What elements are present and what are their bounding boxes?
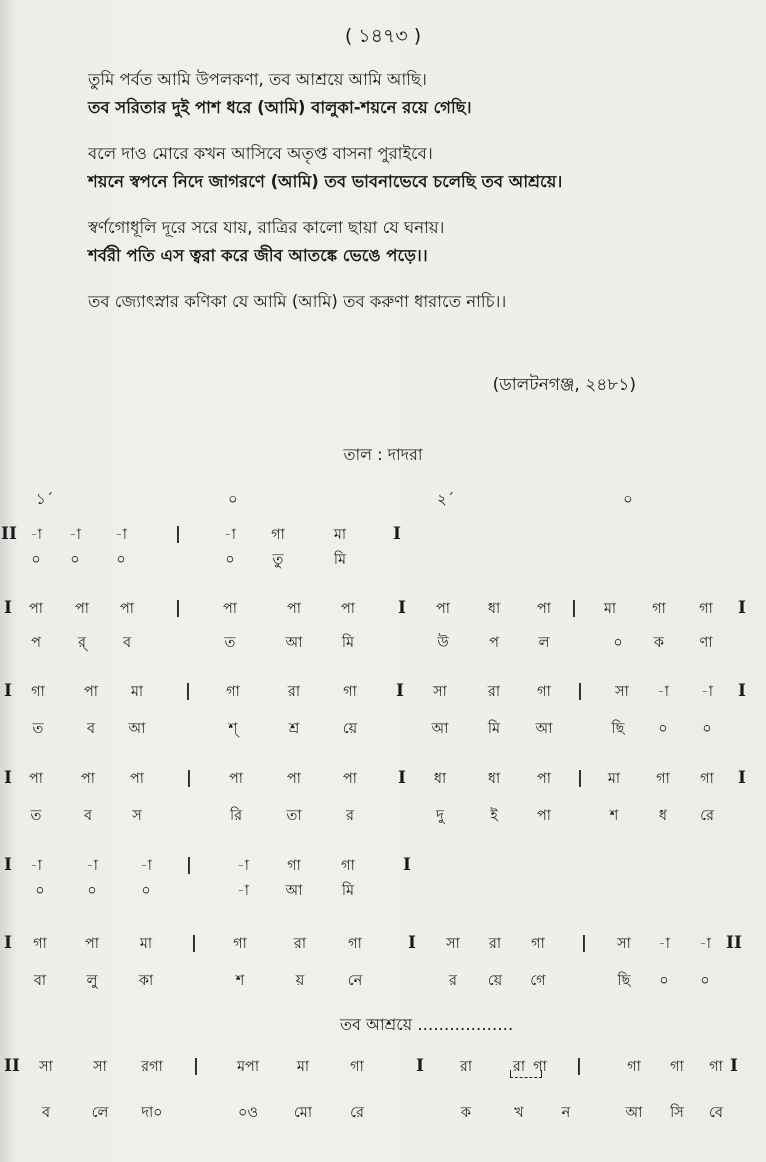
- notation-cell: সি: [670, 1105, 684, 1121]
- notation-cell: ল: [538, 635, 550, 651]
- notation-cell: ধ: [658, 808, 668, 824]
- notation-cell: বে: [709, 1105, 723, 1121]
- notation-cell: নে: [347, 973, 363, 989]
- notation-cell: -া: [69, 527, 81, 543]
- notation-cell: মা: [130, 684, 144, 700]
- notation-cell: পা: [435, 601, 451, 617]
- bar-line: I: [4, 681, 12, 701]
- notation-row: [0, 933, 766, 957]
- notation-cell: গা: [670, 1059, 684, 1075]
- notation-row: [0, 718, 766, 742]
- bar-line: I: [4, 768, 12, 788]
- notation-cell: আ: [431, 721, 449, 737]
- bar-line: II: [4, 1056, 20, 1076]
- lyric-line: তব সরিতার দুই পাশ ধরে (আমি) বালুকা-শয়নে রয়ে গেছি।: [88, 98, 472, 117]
- notation-row: [0, 524, 766, 548]
- bar-line: |: [192, 1056, 200, 1076]
- bar-line: I: [4, 598, 12, 618]
- notation-cell: ০: [87, 883, 97, 899]
- notation-cell: য়: [295, 973, 305, 989]
- notation-cell: তু: [272, 552, 284, 568]
- notation-cell: আ: [128, 721, 146, 737]
- notation-cell: পা: [286, 601, 302, 617]
- notation-cell: গা: [31, 684, 45, 700]
- tala-mark: ২´: [437, 490, 455, 508]
- notation-cell: গা: [350, 1059, 364, 1075]
- notation-cell: প: [31, 635, 41, 651]
- bar-line: |: [190, 933, 198, 953]
- notation-cell: গা: [537, 684, 551, 700]
- notation-cell: গা: [341, 858, 355, 874]
- attribution: (ডালটনগঞ্জ, ২৪৮১): [492, 375, 636, 395]
- notation-cell: বা: [33, 973, 47, 989]
- notation-cell: রা: [488, 936, 502, 952]
- notation-row: [0, 681, 766, 705]
- notation-cell: -া: [701, 684, 713, 700]
- notation-cell: মো: [293, 1105, 313, 1121]
- bar-line: I: [416, 1056, 424, 1076]
- notation-cell: পা: [74, 601, 90, 617]
- lyric-stanza: [88, 66, 728, 122]
- lyric-line: তব জ্যোৎস্নার কণিকা যে আমি (আমি) তব করুণা ধারাতে নাচি।।: [88, 292, 507, 311]
- notation-cell: -া: [658, 936, 670, 952]
- notation-row: [0, 855, 766, 879]
- notation-cell: রগা: [141, 1059, 163, 1075]
- bar-line: |: [184, 681, 192, 701]
- notation-cell: শ: [235, 973, 245, 989]
- notation-cell: পা: [536, 771, 552, 787]
- notation-cell: সা: [39, 1059, 53, 1075]
- notation-cell: -া: [237, 858, 249, 874]
- bar-line: |: [576, 681, 584, 701]
- notation-cell: -া: [86, 858, 98, 874]
- lyric-stanza: [88, 288, 728, 316]
- notation-cell: ধা: [487, 771, 501, 787]
- notation-cell: পা: [228, 771, 244, 787]
- notation-cell: গা: [700, 771, 714, 787]
- notation-cell: গা: [271, 527, 285, 543]
- notation-cell: পা: [286, 771, 302, 787]
- notation-cell: ব: [41, 1105, 51, 1121]
- notation-cell: সা: [93, 1059, 107, 1075]
- notation-cell: ০: [613, 635, 623, 651]
- notation-cell: মা: [296, 1059, 310, 1075]
- bar-line: I: [398, 598, 406, 618]
- notation-cell: ব: [122, 635, 132, 651]
- meend-bracket: [510, 1070, 542, 1078]
- notation-cell: আ: [285, 635, 303, 651]
- bar-line: II: [1, 524, 17, 544]
- notation-cell: ই: [490, 808, 498, 824]
- notation-cell: রে: [700, 808, 714, 824]
- bar-line: |: [575, 1056, 583, 1076]
- notation-cell: -া: [30, 527, 42, 543]
- notation-cell: ব: [86, 721, 96, 737]
- song-lyrics: [88, 66, 728, 334]
- tala-mark: ১´: [36, 490, 54, 508]
- notation-cell: র: [346, 808, 354, 824]
- notation-cell: তা: [286, 808, 302, 824]
- notation-cell: ০: [70, 552, 80, 568]
- notation-cell: ০: [35, 883, 45, 899]
- notation-row: [0, 632, 766, 656]
- notation-cell: মা: [603, 601, 617, 617]
- notation-cell: দু: [436, 808, 444, 824]
- notation-cell: ক: [653, 635, 665, 651]
- notation-cell: গা: [531, 936, 545, 952]
- notation-cell: গা: [627, 1059, 641, 1075]
- bar-line: |: [580, 933, 588, 953]
- lyric-stanza: [88, 140, 728, 196]
- notation-cell: ব: [83, 808, 93, 824]
- notation-row: [0, 970, 766, 994]
- notation-cell: খ: [514, 1105, 524, 1121]
- notation-cell: শ: [609, 808, 619, 824]
- notation-cell: গা: [348, 936, 362, 952]
- lyric-line: শর্বরী পতি এস ত্বরা করে জীব আতঙ্কে ভেঙে পড়ে।।: [88, 246, 428, 265]
- notation-cell: য়ে: [487, 973, 503, 989]
- bar-line: |: [185, 768, 193, 788]
- notation-cell: ০: [116, 552, 126, 568]
- bar-line: II: [726, 933, 742, 953]
- notation-cell: ০: [659, 973, 669, 989]
- notation-cell: সা: [433, 684, 447, 700]
- notation-cell: ছি: [611, 721, 625, 737]
- notation-row: [0, 1056, 766, 1080]
- notation-cell: মি: [341, 883, 355, 899]
- notation-cell: গা: [287, 858, 301, 874]
- bar-line: |: [185, 855, 193, 875]
- bar-line: I: [738, 768, 746, 788]
- notation-cell: ন: [561, 1105, 571, 1121]
- lyric-line: তুমি পর্বত আমি উপলকণা, তব আশ্রয়ে আমি আছি।: [88, 70, 427, 89]
- notation-cell: রা: [512, 1059, 526, 1075]
- notation-cell: মা: [607, 771, 621, 787]
- tala-label: তাল : দাদরা: [343, 445, 423, 464]
- notation-cell: গা: [699, 601, 713, 617]
- notation-cell: উ: [437, 635, 449, 651]
- notation-cell: গা: [652, 601, 666, 617]
- notation-cell: ধা: [433, 771, 447, 787]
- bar-line: I: [4, 933, 12, 953]
- notation-row: [0, 880, 766, 904]
- notation-cell: শ্: [228, 721, 238, 737]
- notation-cell: পা: [342, 771, 358, 787]
- notation-cell: ণা: [699, 635, 713, 651]
- notation-cell: ০: [700, 973, 710, 989]
- bar-line: I: [730, 1056, 738, 1076]
- notation-cell: পা: [536, 808, 552, 824]
- bar-line: I: [398, 768, 406, 788]
- notation-cell: -া: [224, 527, 236, 543]
- lyric-line: বলে দাও মোরে কখন আসিবে অতৃপ্ত বাসনা পুরাইবে।: [88, 144, 433, 163]
- notation-cell: গা: [709, 1059, 723, 1075]
- notation-cell: পা: [340, 601, 356, 617]
- notation-cell: গা: [33, 936, 47, 952]
- notation-cell: ০: [141, 883, 151, 899]
- notation-cell: প: [489, 635, 499, 651]
- notation-cell: ত: [30, 808, 42, 824]
- notation-cell: লু: [86, 973, 98, 989]
- tala-mark: ০: [228, 490, 238, 508]
- notation-cell: রে: [350, 1105, 364, 1121]
- lyric-line: শয়নে স্বপনে নিদে জাগরণে (আমি) তব ভাবনাভেবে চলেছি তব আশ্রয়ে।: [88, 172, 563, 191]
- notation-cell: সা: [617, 936, 631, 952]
- bar-line: I: [4, 855, 12, 875]
- notation-cell: ছি: [617, 973, 631, 989]
- notation-cell: মি: [333, 552, 347, 568]
- notation-cell: -া: [140, 858, 152, 874]
- notation-cell: ত: [32, 721, 44, 737]
- bar-line: |: [576, 768, 584, 788]
- notation-cell: ক: [460, 1105, 472, 1121]
- notation-cell: -া: [237, 883, 249, 899]
- notation-row: [0, 1102, 766, 1126]
- notation-cell: পা: [222, 601, 238, 617]
- notation-cell: স: [132, 808, 142, 824]
- bar-line: I: [396, 681, 404, 701]
- bar-line: |: [174, 598, 182, 618]
- notation-cell: দা০: [141, 1105, 163, 1121]
- notation-cell: গে: [530, 973, 546, 989]
- notation-cell: গা: [343, 684, 357, 700]
- notation-cell: সা: [446, 936, 460, 952]
- notation-cell: ০: [31, 552, 41, 568]
- bar-line: I: [408, 933, 416, 953]
- tala-mark: ০: [623, 490, 633, 508]
- notation-cell: -া: [657, 684, 669, 700]
- notation-cell: গা: [656, 771, 670, 787]
- notation-cell: মপা: [236, 1059, 260, 1075]
- notation-cell: রা: [287, 684, 301, 700]
- notation-cell: সা: [615, 684, 629, 700]
- bar-line: I: [403, 855, 411, 875]
- notation-cell: ধা: [487, 601, 501, 617]
- notation-cell: রি: [229, 808, 243, 824]
- notation-cell: পা: [28, 771, 44, 787]
- notation-row: [0, 549, 766, 573]
- notation-cell: আ: [285, 883, 303, 899]
- notation-cell: লে: [91, 1105, 109, 1121]
- notation-row: [0, 768, 766, 792]
- notation-cell: আ: [625, 1105, 643, 1121]
- notation-cell: মি: [487, 721, 501, 737]
- notation-row: [0, 598, 766, 622]
- notation-cell: গা: [226, 684, 240, 700]
- notation-cell: র: [449, 973, 457, 989]
- notation-cell: পা: [83, 684, 99, 700]
- bar-line: I: [738, 598, 746, 618]
- bar-line: I: [738, 681, 746, 701]
- lyric-stanza: [88, 214, 728, 270]
- notation-cell: পা: [80, 771, 96, 787]
- bar-line: |: [570, 598, 578, 618]
- bar-line: I: [393, 524, 401, 544]
- notation-cell: রা: [487, 684, 501, 700]
- notation-cell: পা: [119, 601, 135, 617]
- notation-cell: মি: [341, 635, 355, 651]
- notation-cell: মা: [333, 527, 347, 543]
- lyric-line: স্বর্ণগোধূলি দূরে সরে যায়, রাত্রির কালো ছায়া যে ঘনায়।: [88, 218, 445, 237]
- notation-cell: পা: [536, 601, 552, 617]
- notation-cell: পা: [28, 601, 44, 617]
- notation-cell: গা: [233, 936, 247, 952]
- notation-cell: ০: [225, 552, 235, 568]
- notation-cell: কা: [138, 973, 154, 989]
- notation-cell: ০: [702, 721, 712, 737]
- notation-cell: ০ও: [237, 1105, 259, 1121]
- notation-cell: পা: [129, 771, 145, 787]
- notation-cell: আ: [535, 721, 553, 737]
- page-number: ( ১৪৭৩ ): [344, 25, 422, 47]
- notation-cell: ০: [658, 721, 668, 737]
- refrain-cue: তব আশ্রয়ে ………………: [340, 1015, 514, 1034]
- notation-cell: ত: [224, 635, 236, 651]
- notation-cell: র্: [78, 635, 86, 651]
- notation-row: [0, 805, 766, 829]
- notation-cell: শ্র: [288, 721, 300, 737]
- notation-cell: -া: [115, 527, 127, 543]
- notation-cell: মা: [139, 936, 153, 952]
- notation-cell: পা: [84, 936, 100, 952]
- notation-cell: য়ে: [342, 721, 358, 737]
- notation-cell: -া: [699, 936, 711, 952]
- notation-cell: -া: [30, 858, 42, 874]
- notation-cell: গা: [533, 1059, 547, 1075]
- notation-cell: রা: [459, 1059, 473, 1075]
- notation-cell: রা: [293, 936, 307, 952]
- bar-line: |: [174, 524, 182, 544]
